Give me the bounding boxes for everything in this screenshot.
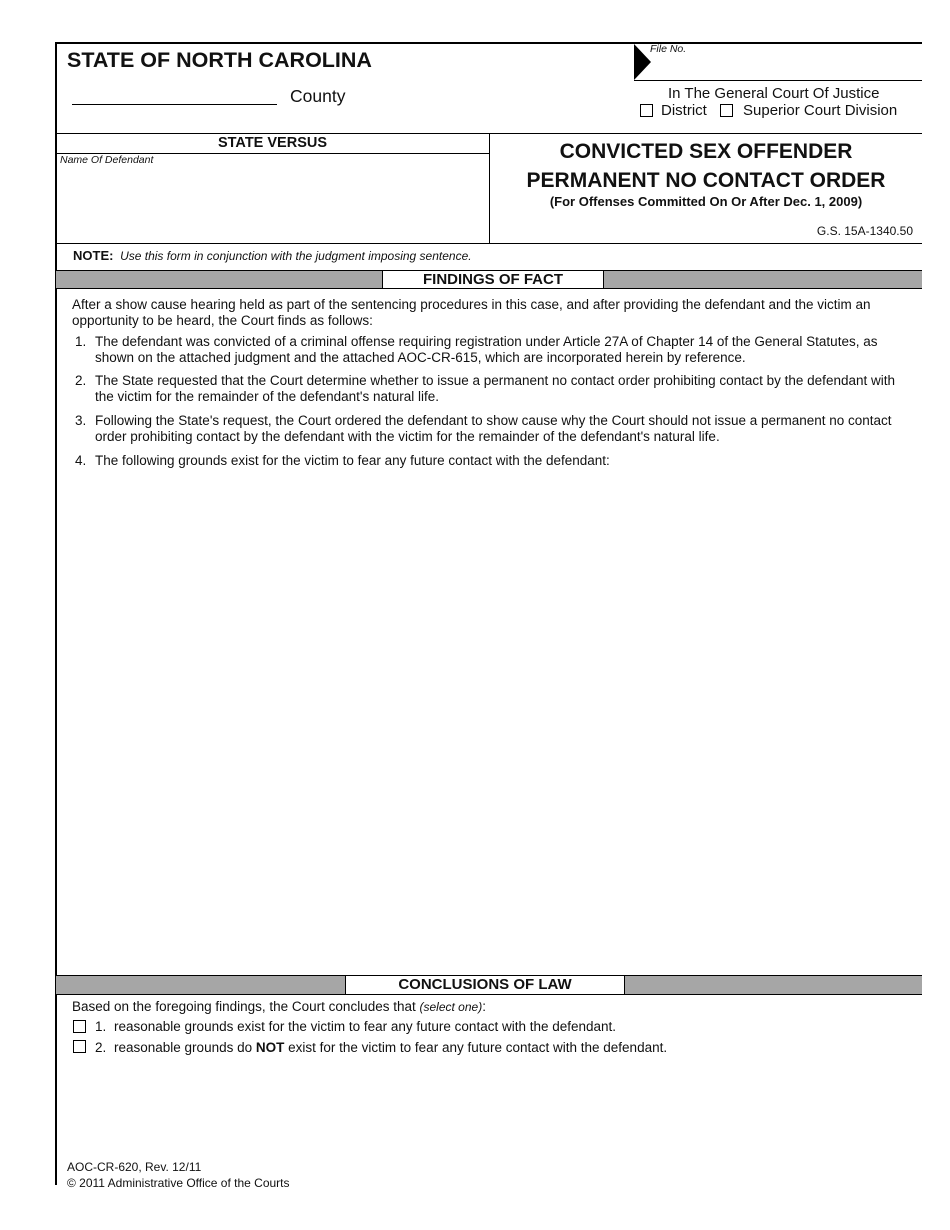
grounds-text-area[interactable] (72, 475, 917, 970)
state-versus-label: STATE VERSUS (217, 135, 328, 151)
conclusion-2-pre: reasonable grounds do (114, 1040, 253, 1055)
superior-court-label: Superior Court Division (743, 102, 898, 119)
finding-1-text: The defendant was convicted of a criminal offense requiring registration under Article 27A of Chapter 14 of the General Statutes, as shown on the attached judgment and the attached AOC-CR-615, which are incorporated herein by reference. (95, 334, 878, 365)
statute-reference: G.S. 15A-1340.50 (816, 224, 913, 238)
left-border (55, 42, 57, 1185)
form-subtitle: (For Offenses Committed On Or After Dec. 1, 2009) (549, 194, 863, 209)
state-heading: STATE OF NORTH CAROLINA (67, 48, 372, 72)
conclusion-1-number: 1. (95, 1019, 107, 1034)
conclusion-2-text (114, 1040, 667, 1055)
conclusions-heading: CONCLUSIONS OF LAW (345, 975, 625, 995)
note-label: NOTE: (73, 248, 114, 263)
finding-4-number: 4. (75, 453, 87, 468)
defendant-name-label: Name Of Defendant (60, 154, 154, 166)
file-no-field[interactable] (655, 56, 920, 78)
form-id: AOC-CR-620, Rev. 12/11 (67, 1160, 202, 1174)
court-of-justice-label: In The General Court Of Justice (668, 85, 880, 102)
findings-band (56, 270, 922, 289)
finding-1-number: 1. (75, 334, 87, 349)
district-label: District (661, 102, 707, 119)
conclusion-2-post: exist for the victim to fear any future contact with the defendant. (288, 1040, 668, 1055)
superior-court-checkbox[interactable] (720, 104, 733, 117)
form-title-line1: CONVICTED SEX OFFENDER (559, 140, 853, 163)
form-title-line2: PERMANENT NO CONTACT ORDER (526, 169, 886, 192)
conclusion-2-not: NOT (255, 1040, 285, 1055)
county-field[interactable] (72, 104, 277, 105)
file-no-underline (634, 80, 922, 81)
finding-2-text: The State requested that the Court determine whether to issue a permanent no contact order prohibiting contact by the defendant with the victim for the remainder of the defendant's natural life. (95, 373, 895, 404)
conclusion-1-text: reasonable grounds exist for the victim to fear any future contact with the defendant. (114, 1019, 617, 1034)
conclusions-band (56, 975, 922, 995)
note-line (73, 248, 472, 263)
findings-intro: After a show cause hearing held as part of the sentencing procedures in this case, and after providing the defendant and the victim an opportunity to be heard, the Court finds as follows: (72, 297, 871, 328)
finding-2-number: 2. (75, 373, 87, 388)
top-border (56, 42, 922, 44)
district-checkbox[interactable] (640, 104, 653, 117)
caption-bottom (56, 243, 922, 244)
county-label: County (290, 86, 346, 106)
file-no-label: File No. (650, 43, 687, 55)
conclusions-select-hint: (select one) (419, 1000, 483, 1014)
defendant-name-field[interactable] (60, 168, 485, 238)
finding-4-text: The following grounds exist for the victim to fear any future contact with the defendant: (95, 453, 610, 468)
conclusion-2-checkbox[interactable] (73, 1040, 86, 1053)
copyright-notice: © 2011 Administrative Office of the Courts (67, 1176, 290, 1190)
conclusions-intro-end: : (482, 999, 486, 1014)
conclusion-1-checkbox[interactable] (73, 1020, 86, 1033)
finding-3-text: Following the State's request, the Court ordered the defendant to show cause why the Court should not issue a permanent no contact order prohibiting contact by the defendant with the victim for the remainder of the defendant's natural life. (95, 413, 892, 444)
note-text: Use this form in conjunction with the judgment imposing sentence. (120, 249, 472, 263)
conclusions-intro-text: Based on the foregoing findings, the Court concludes that (72, 999, 416, 1014)
conclusions-intro (72, 999, 486, 1014)
conclusion-2-number: 2. (95, 1040, 107, 1055)
findings-heading: FINDINGS OF FACT (382, 270, 604, 289)
finding-3-number: 3. (75, 413, 87, 428)
